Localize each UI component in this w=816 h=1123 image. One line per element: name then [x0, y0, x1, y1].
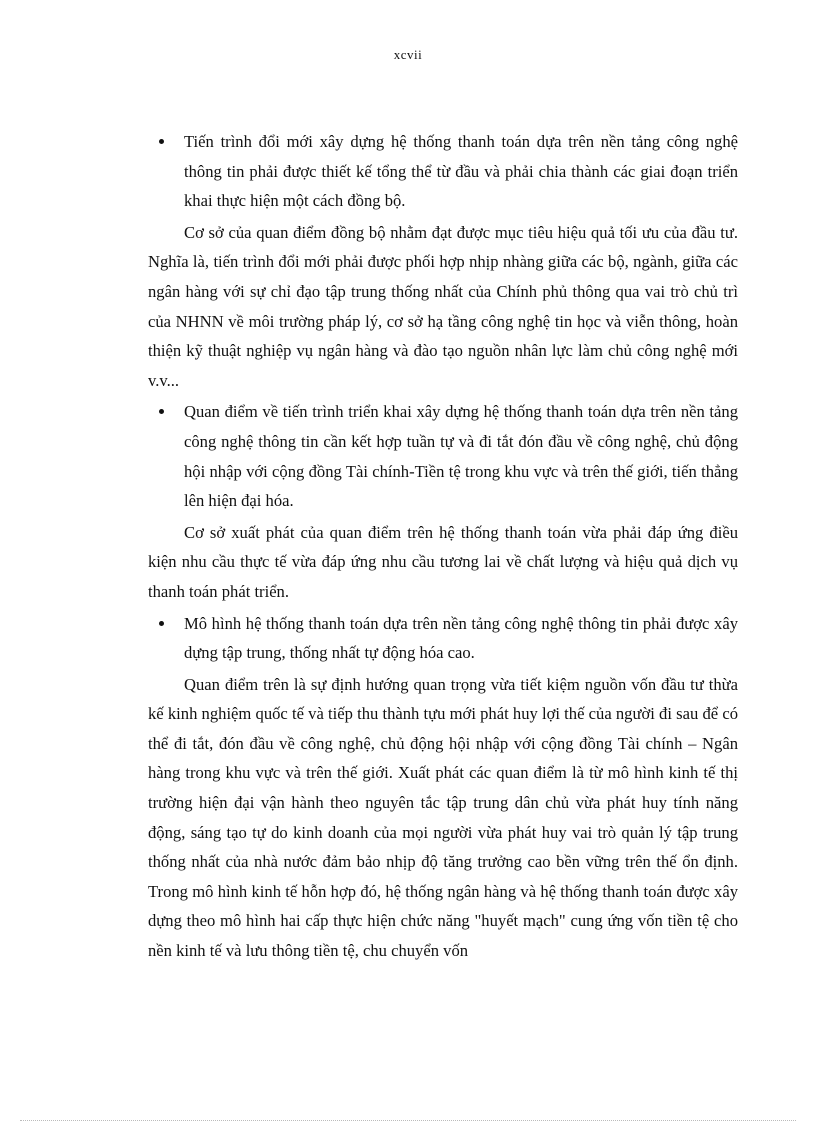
bullet-dot-icon [159, 409, 164, 414]
paragraph: Cơ sở xuất phát của quan điểm trên hệ thống thanh toán vừa phải đáp ứng điều kiện nhu cầu thực tế vừa đáp ứng nhu cầu tương lai về chất lượng và hiệu quả dịch vụ thanh toán phát triển. [148, 522, 738, 601]
bullet-item [148, 397, 738, 515]
page-number: xcvii [393, 47, 423, 62]
bullet-dot-icon [159, 139, 164, 144]
bullet-item [148, 127, 738, 216]
bullet-text: Tiến trình đổi mới xây dựng hệ thống thanh toán dựa trên nền tảng công nghệ thông tin phải được thiết kế tổng thể từ đầu và phải chia thành các giai đoạn triển khai thực hiện một cách đồng bộ. [184, 132, 738, 211]
bullet-text: Mô hình hệ thống thanh toán dựa trên nền tảng công nghệ thông tin phải được xây dựng tập trung, thống nhất tự động hóa cao. [184, 613, 738, 663]
bullet-text: Quan điểm về tiến trình triển khai xây dựng hệ thống thanh toán dựa trên nền tảng công nghệ thông tin cần kết hợp tuần tự và đi tắt đón đầu về công nghệ, chủ động hội nhập với cộng đồng Tài chính-Tiền tệ trong khu vực và trên thế giới, tiến thẳng lên hiện đại hóa. [184, 402, 738, 511]
page-bottom-divider [20, 1120, 796, 1121]
paragraph: Cơ sở của quan điểm đồng bộ nhằm đạt được mục tiêu hiệu quả tối ưu của đầu tư. Nghĩa là, tiến trình đổi mới phải được phối hợp nhịp nhàng giữa các bộ, ngành, giữa các ngân hàng với sự chỉ đạo tập trung thống nhất của Chính phủ thông qua vai trò chủ trì của NHNN về môi trường pháp lý, cơ sở hạ tầng công nghệ tin học và viễn thông, hoàn thiện kỹ thuật nghiệp vụ ngân hàng và đào tạo nguồn nhân lực làm chủ công nghệ mới v.v... [148, 222, 738, 390]
paragraph: Quan điểm trên là sự định hướng quan trọng vừa tiết kiệm nguồn vốn đầu tư thừa kế kinh nghiệm quốc tế và tiếp thu thành tựu mới phát huy lợi thế của người đi sau để có thể đi tắt, đón đầu về công nghệ, chủ động hội nhập với cộng đồng Tài chính – Ngân hàng trong khu vực và trên thế giới. Xuất phát các quan điểm là từ mô hình kinh tế thị trường hiện đại vận hành theo nguyên tắc tập trung dân chủ vừa phát huy tính năng động, sáng tạo tự do kinh doanh của mọi người vừa phát huy vai trò quản lý tập trung thống nhất của nhà nước đảm bảo nhịp độ tăng trưởng cao bền vững trên thế ổn định. Trong mô hình kinh tế hỗn hợp đó, hệ thống ngân hàng và hệ thống thanh toán được xây dựng theo mô hình hai cấp thực hiện chức năng "huyết mạch" cung ứng vốn tiền tệ cho nền kinh tế và lưu thông tiền tệ, chu chuyển vốn [148, 674, 738, 961]
bullet-item [148, 609, 738, 668]
document-body [148, 127, 738, 968]
bullet-dot-icon [159, 621, 164, 626]
